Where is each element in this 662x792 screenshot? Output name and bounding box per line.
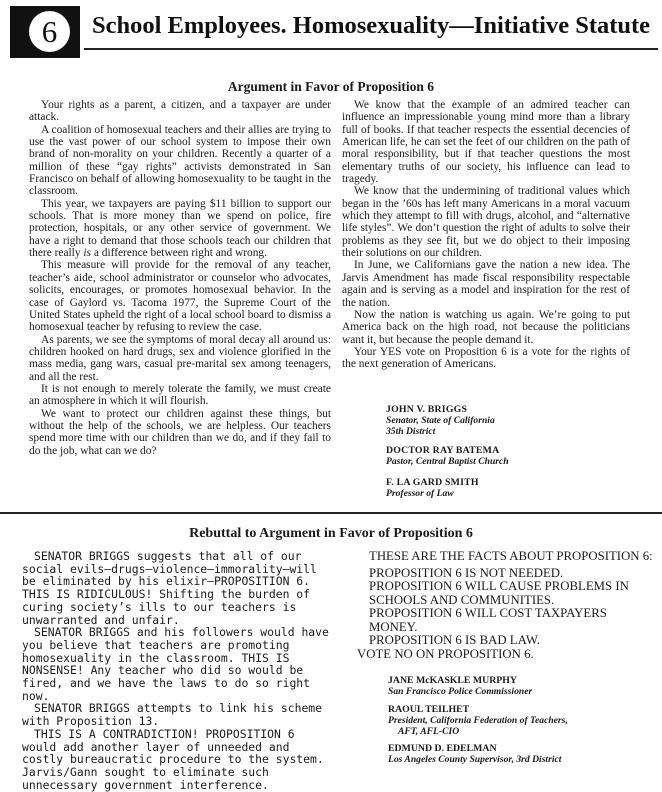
- fact-item: PROPOSITION 6 IS BAD LAW.: [369, 633, 540, 647]
- favor-paragraph: Your rights as a parent, a citizen, and a taxpayer are under attack.: [29, 99, 331, 124]
- title-rule: [84, 48, 658, 50]
- rebuttal-signer: [388, 743, 561, 765]
- favor-signer: [386, 404, 495, 437]
- signer-title: San Francisco Police Commissioner: [388, 686, 533, 697]
- rebuttal-paragraph: SENATOR BRIGGS attempts to link his scheme with Proposition 13.: [22, 701, 323, 729]
- signer-title: 35th District: [386, 426, 436, 437]
- favor-right-column: [342, 99, 630, 371]
- rebuttal-signer: [388, 704, 568, 737]
- favor-paragraph: It is not enough to merely tolerate the family, we must create an atmosphere in which it will flourish.: [29, 382, 331, 408]
- signer-name: EDMUND D. EDELMAN: [388, 743, 497, 754]
- signer-title: Professor of Law: [386, 488, 454, 499]
- rebuttal-signer: [388, 675, 532, 697]
- favor-paragraph: We want to protect our children against these things, but without the help of the schools, we are helpless. Our teachers spend more time with our children than we do, and if they fail to do the job, what can we do?: [29, 407, 331, 457]
- signer-title: Senator, State of California: [386, 415, 495, 426]
- proposition-number-box: [10, 6, 80, 58]
- signer-name: DOCTOR RAY BATEMA: [386, 445, 500, 456]
- signer-title: AFT, AFL-CIO: [398, 726, 460, 737]
- rebuttal-paragraph: THIS IS A CONTRADICTION! PROPOSITION 6 would add another layer of unneeded and costly bureaucratic procedure to the system. Jarvis/Gann sought to eliminate such unnecessary government interference.: [22, 726, 324, 792]
- signer-name: F. LA GARD SMITH: [386, 477, 479, 488]
- fact-item: PROPOSITION 6 WILL CAUSE PROBLEMS IN SCHOOLS AND COMMUNITIES.: [369, 579, 629, 607]
- proposition-number: 6: [29, 11, 70, 52]
- favor-signer: [386, 445, 509, 467]
- page-header: [0, 0, 662, 64]
- favor-paragraph: We know that the example of an admired teacher can influence an impressionable young mind more than a library full of books. If that teacher respects the essential decencies of American life, he can set the feet of our children on the path of moral responsibility, but if that teacher questions the most elementary truths of our society, his influence can lead to tragedy.: [342, 99, 630, 186]
- facts-intro: THESE ARE THE FACTS ABOUT PROPOSITION 6:: [369, 549, 653, 563]
- rebuttal-left-column: [22, 550, 334, 791]
- closing-line: VOTE NO ON PROPOSITION 6.: [357, 646, 534, 661]
- favor-heading: Argument in Favor of Proposition 6: [227, 79, 435, 94]
- rebuttal-right-column: [357, 550, 657, 661]
- favor-paragraph: This year, we taxpayers are paying $11 billion to support our schools. That is more money than we spend on police, fire protection, hospitals, or any other service of government. We have a right to demand that those schools teach our children that there really is a difference between right and wrong.: [29, 197, 331, 260]
- favor-signer: [386, 477, 479, 499]
- section-divider: [0, 512, 662, 514]
- favor-paragraph: Your YES vote on Proposition 6 is a vote for the rights of the next generation of Americans.: [342, 345, 630, 371]
- signer-title: Los Angeles County Supervisor, 3rd District: [388, 754, 562, 765]
- favor-paragraph: As parents, we see the symptoms of moral decay all around us: children hooked on hard drugs, sex and violence glorified in the mass media, gang wars, casual pre-marital sex among teenagers, and all the rest.: [29, 333, 331, 383]
- rebuttal-heading: Rebuttal to Argument in Favor of Proposition 6: [189, 526, 473, 541]
- favor-left-column: [29, 99, 331, 457]
- fact-item: PROPOSITION 6 WILL COST TAXPAYERS MONEY.: [369, 606, 607, 634]
- favor-paragraph: In June, we Californians gave the nation a new idea. The Jarvis Amendment has made fiscal responsibility respectable again and is serving as a model and inspiration for the rest of the nation.: [342, 259, 630, 309]
- page-title: School Employees. Homosexuality—Initiative Statute: [92, 12, 651, 39]
- fact-item: PROPOSITION 6 IS NOT NEEDED.: [369, 565, 564, 580]
- signer-name: RAOUL TEILHET: [388, 704, 470, 715]
- rebuttal-paragraph: SENATOR BRIGGS suggests that all of our social evils—drugs—violence—immorality—will be eliminated by his elixir—PROPOSITION 6. THIS IS RIDICULOUS! Shifting the burden of curing society’s ills to our teachers is unwarranted and unfair.: [22, 549, 317, 627]
- signer-name: JANE McKASKLE MURPHY: [388, 675, 517, 686]
- favor-paragraph: Now the nation is watching us again. We’re going to put America back on the high road, not because the politicians want it, but because the people demand it.: [342, 308, 630, 346]
- signer-name: JOHN V. BRIGGS: [386, 404, 468, 415]
- favor-paragraph: We know that the undermining of traditional values which began in the ’60s has left many Americans in a moral vacuum which they attempt to fill with drugs, alcohol, and “alternative life styles”. We don’t question the right of adults to solve their problems as they see fit, but we do object to their imposing their solutions on our children.: [342, 185, 630, 260]
- signer-title: President, California Federation of Teachers,: [388, 715, 568, 726]
- rebuttal-paragraph: SENATOR BRIGGS and his followers would have you believe that teachers are promoting homosexuality in the classroom. THIS IS NONSENSE! Any teacher who did so would be fired, and we have the laws to do so right now.: [22, 625, 329, 703]
- signer-title: Pastor, Central Baptist Church: [386, 456, 509, 467]
- favor-paragraph: A coalition of homosexual teachers and their allies are trying to use the vast power of our school system to impose their own brand of non-morality on your children. Recently a quarter of a million of these “gay rights” activists demonstrated in San Francisco on behalf of allowing homosexuality to be taught in the classroom.: [29, 123, 331, 198]
- favor-paragraph: This measure will provide for the removal of any teacher, teacher’s aide, school administrator or counselor who advocates, solicits, encourages, or promotes homosexual behavior. In the case of Gaylord vs. Tacoma 1977, the Supreme Court of the United States upheld the right of a local school board to dismiss a homosexual teacher by refusing to review the case.: [29, 259, 331, 334]
